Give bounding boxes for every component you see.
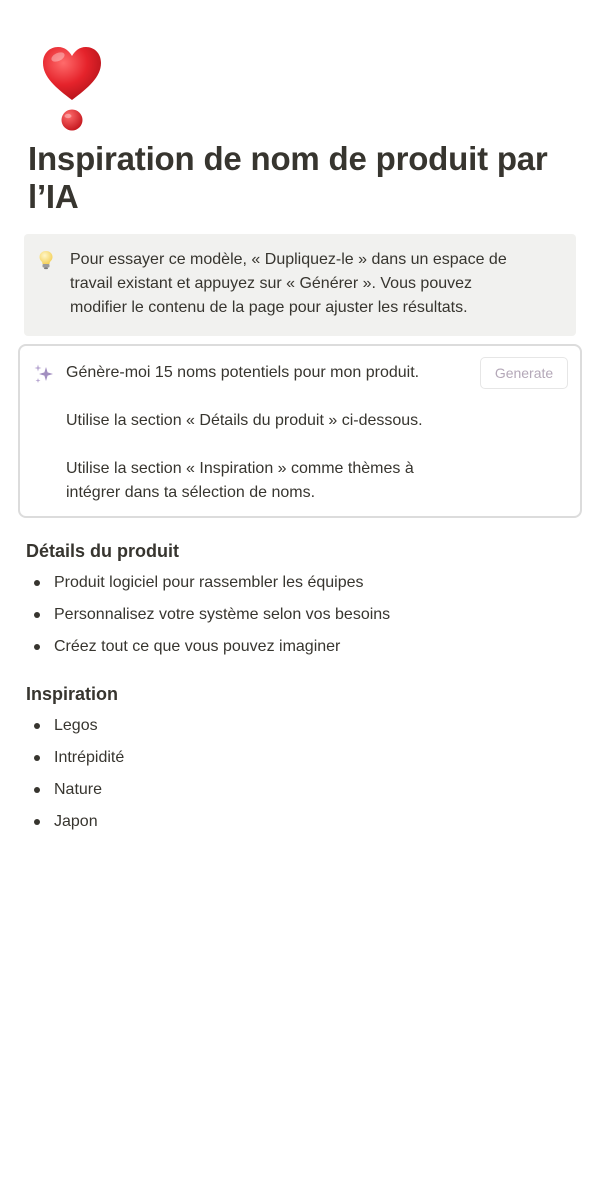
generate-button[interactable]: Generate <box>480 357 568 389</box>
callout-line: travail existant et appuyez sur « Générer ». Vous pouvez <box>70 275 473 292</box>
callout-text <box>70 248 560 320</box>
list-item[interactable] <box>26 603 390 635</box>
light-bulb-icon <box>38 250 54 270</box>
section-heading-inspiration[interactable]: Inspiration <box>26 684 119 704</box>
sparkle-icon <box>33 363 55 385</box>
ai-prompt-line: Utilise la section « Détails du produit » ci-dessous. <box>66 412 423 429</box>
bullet-dot-icon <box>34 723 40 729</box>
bullet-dot-icon <box>34 819 40 825</box>
page-title-line-1: Inspiration de nom de produit par <box>28 140 548 177</box>
heart-exclamation-icon[interactable] <box>38 44 106 134</box>
list-item[interactable] <box>26 635 390 667</box>
ai-prompt-line: intégrer dans ta sélection de noms. <box>66 484 316 501</box>
list-item-text: Créez tout ce que vous pouvez imaginer <box>54 638 341 655</box>
page-title[interactable] <box>28 140 578 216</box>
list-item-text: Intrépidité <box>54 749 125 766</box>
bullet-dot-icon <box>34 580 40 586</box>
inspiration-list <box>26 714 124 842</box>
ai-prompt-line: Utilise la section « Inspiration » comme thèmes à <box>66 460 414 477</box>
bullet-dot-icon <box>34 787 40 793</box>
list-item[interactable] <box>26 778 124 810</box>
product-details-list <box>26 571 390 667</box>
ai-prompt-line: Génère-moi 15 noms potentiels pour mon produit. <box>66 364 420 381</box>
bullet-dot-icon <box>34 612 40 618</box>
callout-line: Pour essayer ce modèle, « Dupliquez-le » dans un espace de <box>70 251 507 268</box>
callout-line: modifier le contenu de la page pour ajuster les résultats. <box>70 299 468 316</box>
bullet-dot-icon <box>34 644 40 650</box>
page-title-line-2: l’IA <box>28 178 79 215</box>
list-item-text: Personnalisez votre système selon vos besoins <box>54 606 391 623</box>
list-item-text: Japon <box>54 813 98 830</box>
ai-prompt-block[interactable] <box>18 344 582 518</box>
list-item[interactable] <box>26 571 390 603</box>
callout-block[interactable] <box>24 234 576 336</box>
section-heading-product-details[interactable]: Détails du produit <box>26 541 179 561</box>
list-item-text: Nature <box>54 781 103 798</box>
list-item[interactable] <box>26 746 124 778</box>
list-item-text: Produit logiciel pour rassembler les équipes <box>54 574 364 591</box>
list-item[interactable] <box>26 810 124 842</box>
bullet-dot-icon <box>34 755 40 761</box>
list-item[interactable] <box>26 714 124 746</box>
list-item-text: Legos <box>54 717 98 734</box>
